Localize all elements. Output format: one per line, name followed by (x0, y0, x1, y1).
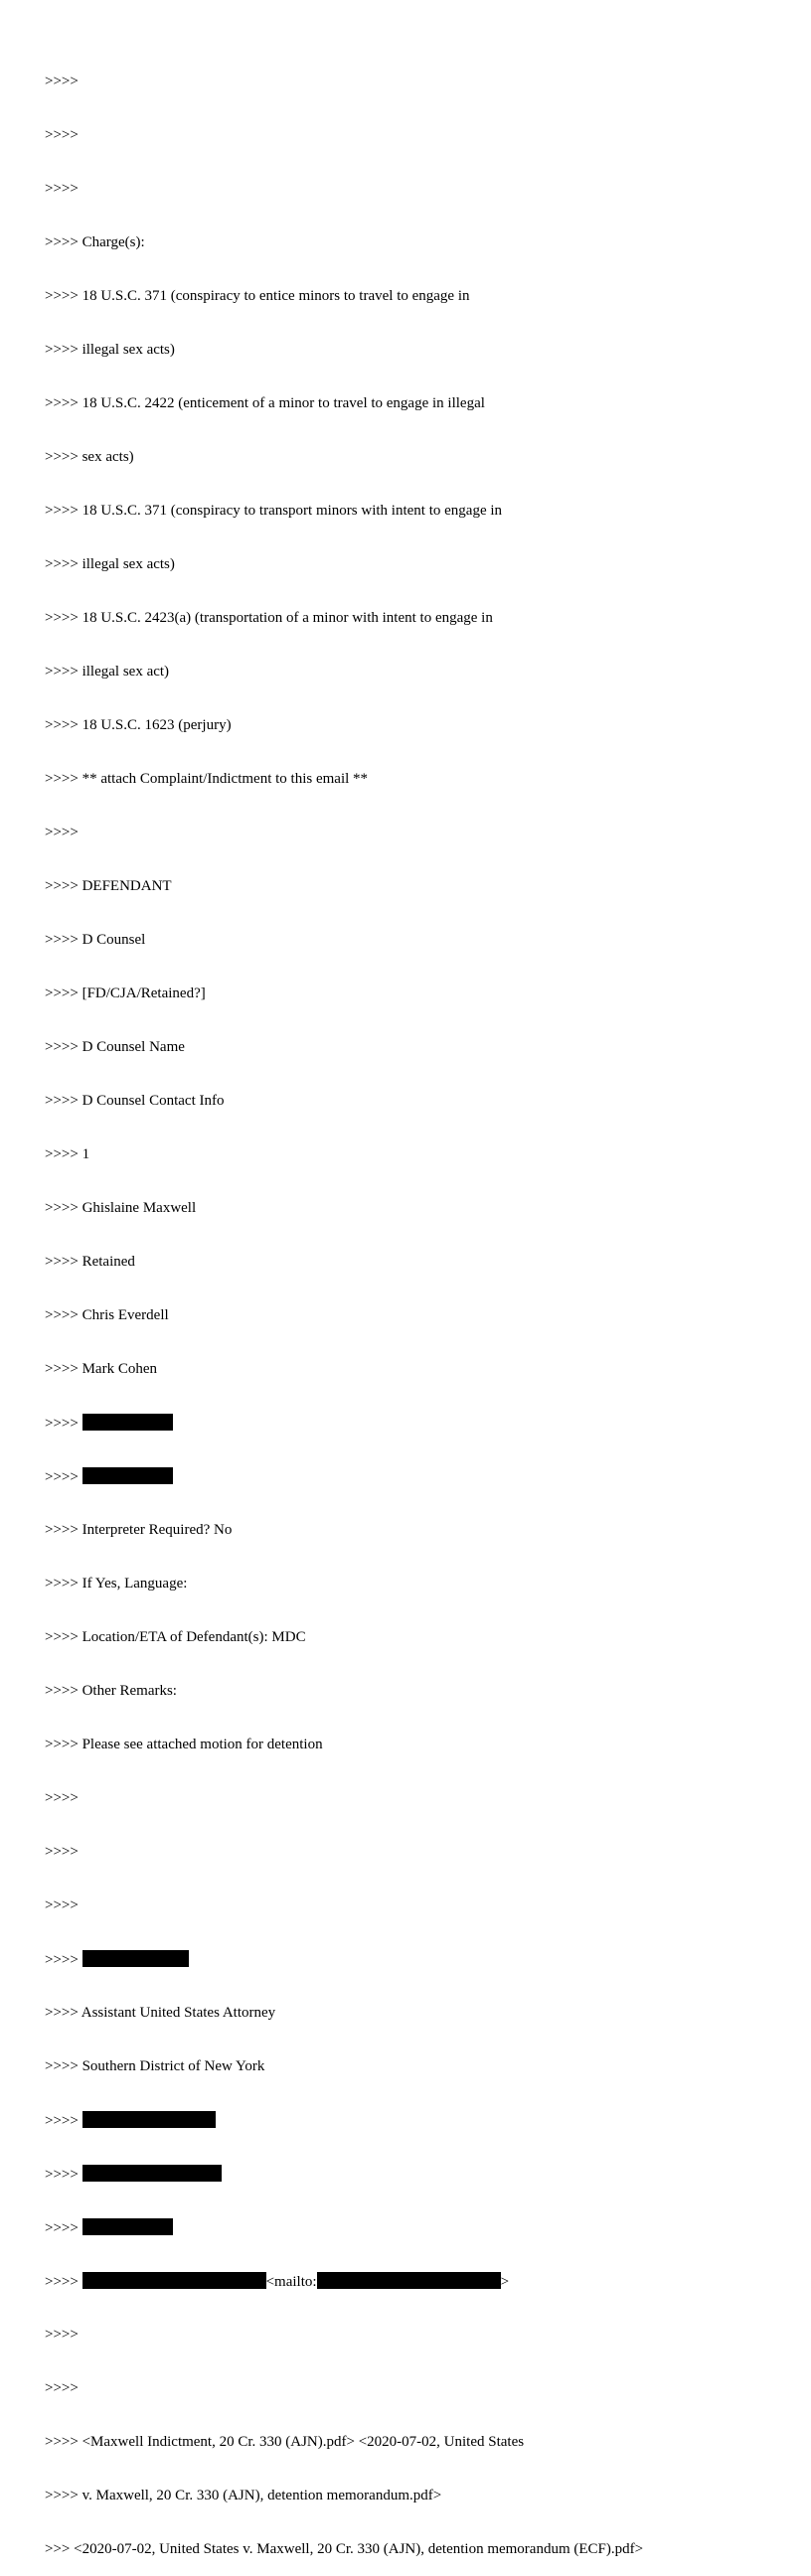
charge-line: >>>> 18 U.S.C. 1623 (perjury) (45, 717, 232, 733)
redacted-line (45, 1950, 643, 1968)
charges-heading: >>>> Charge(s): (45, 234, 145, 250)
charge-line: >>>> 18 U.S.C. 371 (conspiracy to entice minors to travel to engage in (45, 288, 470, 304)
charge-line: >>>> illegal sex acts) (45, 556, 175, 572)
charge-line: >>>> 18 U.S.C. 2422 (enticement of a minor to travel to engage in illegal (45, 395, 485, 411)
signature-title: >>>> Assistant United States Attorney (45, 2005, 276, 2021)
text-line: >>>> D Counsel Name (45, 1039, 185, 1055)
text-line: >>>> (45, 74, 79, 89)
redacted-line (45, 2218, 643, 2236)
text-line: >>>> Retained (45, 1254, 135, 1270)
redacted-email-line (45, 2272, 643, 2290)
line-prefix: >>>> (45, 1952, 82, 1968)
text-line: >>>> (45, 2327, 79, 2343)
text-line: >>>> Location/ETA of Defendant(s): MDC (45, 1629, 306, 1645)
line-prefix: >>>> (45, 2167, 82, 2183)
mailto-prefix: <mailto: (265, 2274, 317, 2290)
text-line: >>>> (45, 1897, 79, 1913)
email-body (45, 37, 643, 2576)
defendant-heading: >>>> DEFENDANT (45, 878, 172, 894)
text-line: >>>> Interpreter Required? No (45, 1522, 233, 1538)
charge-line: >>>> illegal sex acts) (45, 342, 175, 358)
redaction-bar (317, 2272, 501, 2289)
signature-office: >>>> Southern District of New York (45, 2058, 265, 2074)
line-prefix: >>>> (45, 2274, 82, 2290)
text-line: >>>> Please see attached motion for detention (45, 1737, 323, 1752)
text-line: >>>> If Yes, Language: (45, 1576, 188, 1591)
line-prefix: >>>> (45, 1469, 82, 1485)
redaction-bar (82, 1414, 173, 1431)
redaction-bar (82, 2111, 216, 2128)
text-line: >>>> (45, 2380, 79, 2396)
redacted-line (45, 2165, 643, 2183)
attach-instruction: >>>> ** attach Complaint/Indictment to this email ** (45, 771, 369, 787)
charge-line: >>>> sex acts) (45, 449, 134, 465)
redacted-line (45, 2111, 643, 2129)
counsel-name: >>>> Chris Everdell (45, 1307, 169, 1323)
attachment-line: >>>> <Maxwell Indictment, 20 Cr. 330 (AJN).pdf> <2020-07-02, United States (45, 2434, 525, 2450)
text-line: >>>> (45, 1790, 79, 1806)
counsel-name: >>>> Mark Cohen (45, 1361, 157, 1377)
line-prefix: >>>> (45, 1416, 82, 1432)
text-line: >>>> (45, 181, 79, 197)
mailto-suffix: > (500, 2274, 510, 2290)
text-line: >>>> (45, 127, 79, 143)
redaction-bar (82, 2272, 266, 2289)
charge-line: >>>> illegal sex act) (45, 664, 170, 680)
redacted-line (45, 1467, 643, 1485)
redaction-bar (82, 2165, 222, 2182)
defendant-name: >>>> Ghislaine Maxwell (45, 1200, 197, 1216)
redaction-bar (82, 1467, 173, 1484)
charge-line: >>>> 18 U.S.C. 2423(a) (transportation of a minor with intent to engage in (45, 610, 493, 626)
redaction-bar (82, 2218, 173, 2235)
text-line: >>>> D Counsel (45, 932, 146, 948)
redaction-bar (82, 1950, 189, 1967)
redacted-line (45, 1414, 643, 1432)
line-prefix: >>>> (45, 2220, 82, 2236)
text-line: >>>> Other Remarks: (45, 1683, 177, 1699)
text-line: >>>> (45, 1844, 79, 1860)
text-line: >>>> [FD/CJA/Retained?] (45, 985, 206, 1001)
line-prefix: >>>> (45, 2113, 82, 2129)
charge-line: >>>> 18 U.S.C. 371 (conspiracy to transport minors with intent to engage in (45, 503, 503, 519)
text-line: >>>> 1 (45, 1146, 90, 1162)
text-line: >>>> D Counsel Contact Info (45, 1093, 225, 1109)
attachment-line: >>>> v. Maxwell, 20 Cr. 330 (AJN), detention memorandum.pdf> (45, 2488, 442, 2503)
text-line: >>>> (45, 825, 79, 840)
attachment-line: >>> <2020-07-02, United States v. Maxwell, 20 Cr. 330 (AJN), detention memorandum (ECF).pdf> (45, 2541, 644, 2557)
